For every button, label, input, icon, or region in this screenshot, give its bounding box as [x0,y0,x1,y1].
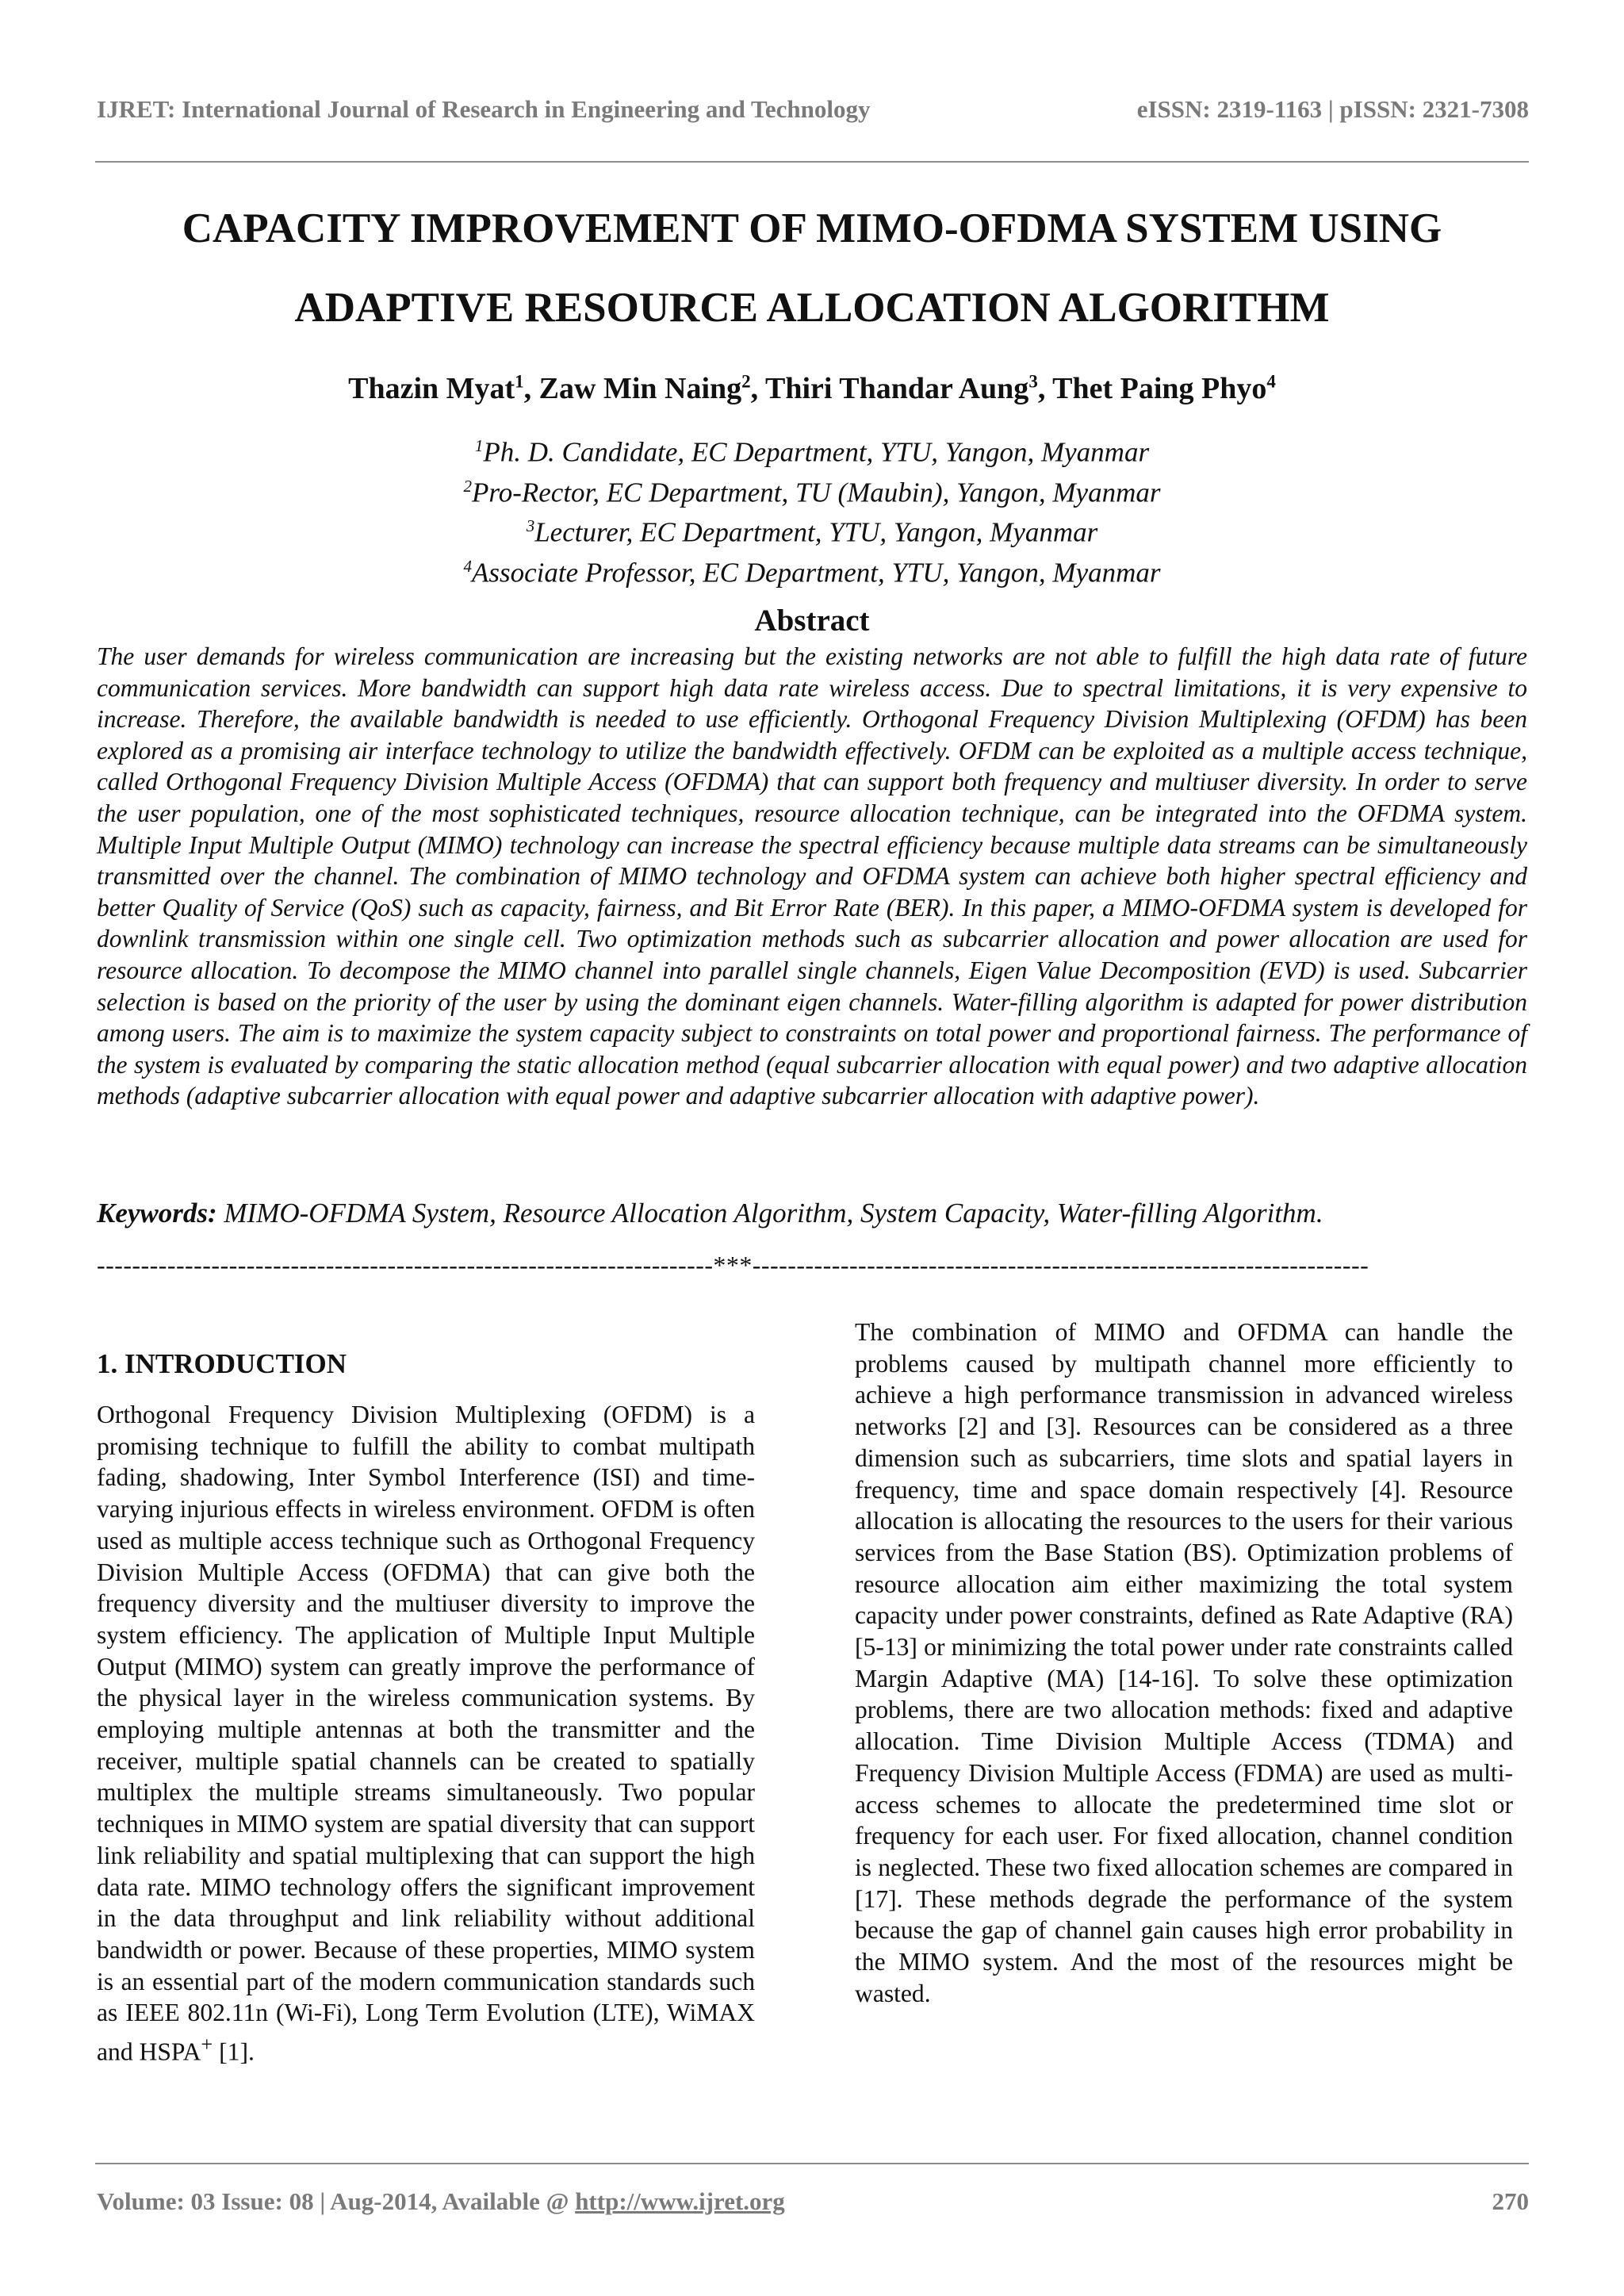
page-number: 270 [1492,2187,1529,2215]
author-name: Zaw Min Naing [538,372,742,405]
author-sep: , [750,372,765,405]
paper-title [95,189,1529,347]
journal-link[interactable]: http://www.ijret.org [575,2187,785,2215]
affiliation [95,550,1529,590]
affiliation [95,470,1529,510]
affiliation-list [95,429,1529,590]
author-sup: 2 [741,371,751,392]
author-sep: , [1037,372,1053,405]
right-column [855,1317,1513,2009]
keywords [97,1198,1527,1229]
abstract-text: The user demands for wireless communication are increasing but the existing networks are not able to fulfill the high data rate of future communication services. More bandwidth can support high data rate wireless access. Due to spectral limitations, it is very expensive to increase. Therefore, the available bandwidth is needed to use efficiently. Orthogonal Frequency Division Multiplexing (OFDM) has been explored as a promising air interface technology to utilize the bandwidth effectively. OFDM can be exploited as a multiple access technique, called Orthogonal Frequency Division Multiple Access (OFDMA) that can support both frequency and multiuser diversity. In order to serve the user population, one of the most sophisticated techniques, resource allocation technique, can be integrated into the OFDMA system. Multiple Input Multiple Output (MIMO) technology can increase the spectral efficiency because multiple data streams can be simultaneously transmitted over the channel. The combination of MIMO technology and OFDMA system can achieve both higher spectral efficiency and better Quality of Service (QoS) such as capacity, fairness, and Bit Error Rate (BER). In this paper, a MIMO-OFDMA system is developed for downlink transmission within one single cell. Two optimization methods such as subcarrier allocation and power allocation are used for resource allocation. To decompose the MIMO channel into parallel single channels, Eigen Value Decomposition (EVD) is used. Subcarrier selection is based on the priority of the user by using the dominant eigen channels. Water-filling algorithm is adapted for power distribution among users. The aim is to maximize the system capacity subject to constraints on total power and proportional fairness. The performance of the system is evaluated by comparing the static allocation method (equal subcarrier allocation with equal power) and two adaptive allocation methods (adaptive subcarrier allocation with equal power and adaptive subcarrier allocation with adaptive power). [97,642,1527,1110]
keywords-text: MIMO-OFDMA System, Resource Allocation Algorithm, System Capacity, Water-filling Algorithm. [216,1198,1323,1228]
affiliation-text: Ph. D. Candidate, EC Department, YTU, Yangon, Myanmar [483,436,1150,468]
affiliation-text: Lecturer, EC Department, YTU, Yangon, Myanmar [534,516,1098,548]
author-name: Thet Paing Phyo [1052,372,1267,405]
section-separator: ----------------------------------------------------------------------***---------------------------------------------------------------------- [97,1251,1369,1279]
keywords-label: Keywords: [97,1198,217,1228]
intro-sup: + [201,2033,213,2056]
page-footer [97,2187,1529,2216]
abstract-heading: Abstract [754,604,870,638]
affiliation [95,509,1529,550]
issn-info: eISSN: 2319-1163 | pISSN: 2321-7308 [1136,95,1529,123]
author-list [95,371,1529,406]
affiliation [95,429,1529,470]
author-sup: 1 [515,371,524,392]
author-sep: , [523,372,539,405]
header-rule [95,161,1529,163]
affiliation-sup: 3 [526,516,535,536]
author-name: Thiri Thandar Aung [764,372,1029,405]
author-sup: 3 [1028,371,1038,392]
title-line-2: ADAPTIVE RESOURCE ALLOCATION ALGORITHM [294,285,1330,331]
section-heading: 1. INTRODUCTION [97,1348,347,1379]
affiliation-text: Pro-Rector, EC Department, TU (Maubin), Yangon, Myanmar [472,477,1161,508]
affiliation-text: Associate Professor, EC Department, YTU, Yangon, Myanmar [471,557,1161,588]
intro-paragraph-right: The combination of MIMO and OFDMA can handle the problems caused by multipath channel more efficiently to achieve a high performance transmission in advanced wireless networks [2] and [3]. Resources can be considered as a three dimension such as subcarriers, time slots and spatial layers in frequency, time and space domain respectively [4]. Resource allocation is allocating the resources to the users for their various services from the Base Station (BS). Optimization problems of resource allocation aim either maximizing the total system capacity under power constraints, defined as Rate Adaptive (RA) [5-13] or minimizing the total power under rate constraints called Margin Adaptive (MA) [14-16]. To solve these optimization problems, there are two allocation methods: fixed and adaptive allocation. Time Division Multiple Access (TDMA) and Frequency Division Multiple Access (FDMA) are used as multi-access schemes to allocate the predetermined time slot or frequency for each user. For fixed allocation, channel condition is neglected. These two fixed allocation schemes are compared in [17]. These methods degrade the performance of the system because the gap of channel gain causes high error probability in the MIMO system. And the most of the resources might be wasted. [855,1318,1513,2007]
affiliation-sup: 2 [463,476,473,496]
intro-paragraph [97,1399,755,2068]
intro-text: Orthogonal Frequency Division Multiplexing (OFDM) is a promising technique to fulfill the ability to combat multipath fading, shadowing, Inter Symbol Interference (ISI) and time-varying injurious effects in wireless environment. OFDM is often used as multiple access technique such as Orthogonal Frequency Division Multiple Access (OFDMA) that can give both the frequency diversity and the multiuser diversity to improve the system efficiency. The application of Multiple Input Multiple Output (MIMO) system can greatly improve the performance of the physical layer in the wireless communication systems. By employing multiple antennas at both the transmitter and the receiver, multiple spatial channels can be created to spatially multiplex the multiple streams simultaneously. Two popular techniques in MIMO system are spatial diversity that can support link reliability and spatial multiplexing that can support the high data rate. MIMO technology offers the significant improvement in the data throughput and link reliability without additional bandwidth or power. Because of these properties, MIMO system is an essential part of the modern communication standards such as IEEE 802.11n (Wi-Fi), Long Term Evolution (LTE), WiMAX and HSPA [97,1401,755,2066]
author-name: Thazin Myat [348,372,515,405]
journal-name: IJRET: International Journal of Research in Engineering and Technology [97,95,871,123]
affiliation-sup: 1 [474,436,484,455]
author-sup: 4 [1266,371,1276,392]
title-line-1: CAPACITY IMPROVEMENT OF MIMO-OFDMA SYSTEM USING [182,205,1442,251]
affiliation-sup: 4 [463,556,472,576]
footer-rule [95,2163,1529,2164]
intro-tail: [1]. [213,2037,255,2066]
left-column [97,1348,755,2068]
footer-volume: Volume: 03 Issue: 08 | Aug-2014, Available @ [97,2187,576,2215]
